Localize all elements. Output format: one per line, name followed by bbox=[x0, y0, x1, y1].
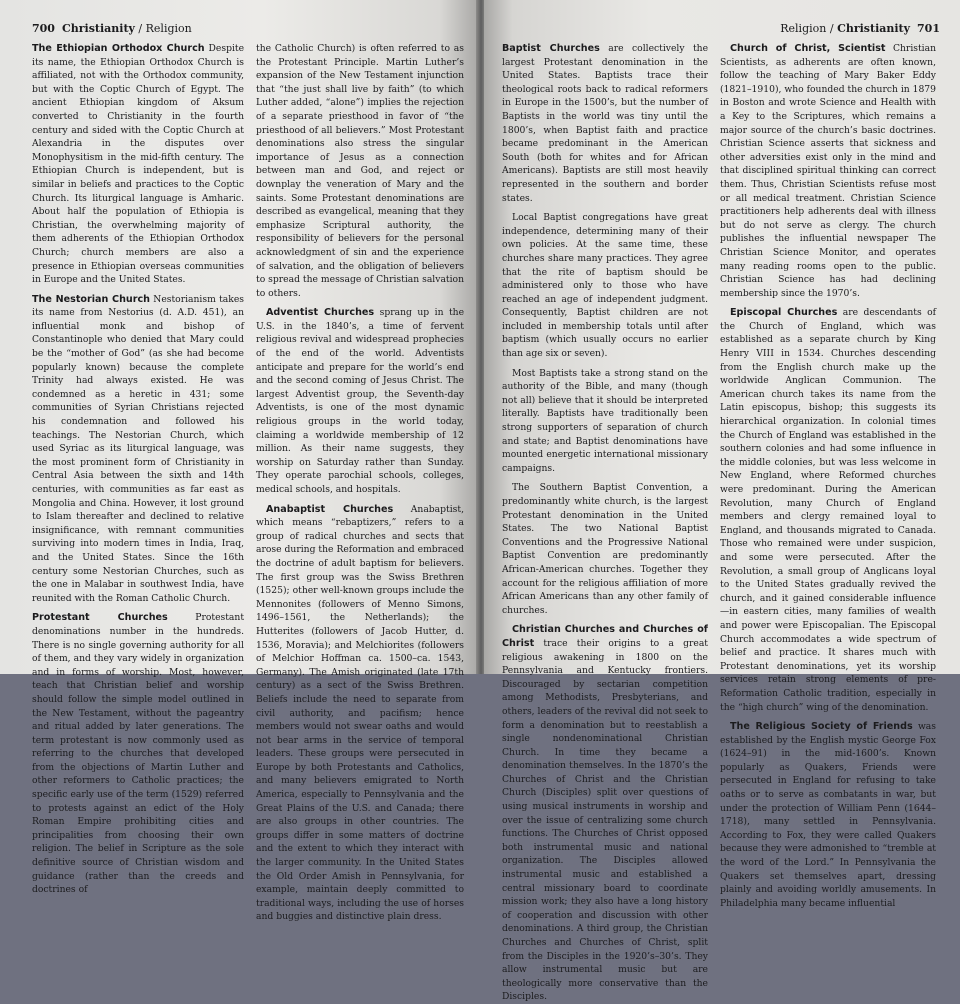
right-subsection: Religion bbox=[780, 22, 827, 35]
entry-text: Nestorianism takes its name from Nestorius (d. A.D. 451), an influential monk and bishop of Constantinople who denied that Mary could be the “mother of God” (as she had become popularly known) because the complete Trinity had always existed. He was condemned as a heretic in 431; some communities of Syrian Christians rejected his condemnation and followed his teachings. The Nestorian Church, which used Syriac as its liturgical language, was the most prominent form of Christianity in Central Asia between the sixth and 14th centuries, with communities as far east as Mongolia and China. However, it lost ground to Islam thereafter and declined to relative insignificance, with remnant communities surviving into modern times in India, Iraq, and the United States. Since the 16th century some Nestorian Churches, such as the one in Malabar in southwest India, have reunited with the Roman Catholic Church. bbox=[32, 293, 244, 604]
entry-paragraph bbox=[256, 503, 464, 924]
entry-paragraph bbox=[256, 42, 464, 300]
entry-text: are collectively the largest Protestant denomination in the United States. Baptists trace their theological roots back to radical reformers in Europe in the 1500’s, but the number of Baptists in the world was tiny until the 1800’s, when Baptist faith and practice became predominant in the American South (both for whites and for African Americans). Baptists are still most heavily represented in the southern and border states. bbox=[502, 43, 709, 204]
entry-text: the Catholic Church) is often referred to as the Protestant Principle. Martin Luther’s expansion of the New Testament injunction that “the just shall live by faith” (to which Luther added, “alone”) implies the rejection of a separate priesthood in favor of “the priesthood of all believers.” Most Protestant denominations also stress the singular importance of Jesus as a connection between man and God, and reject or downplay the veneration of Mary and the saints. Some Protestant denominations are described as evangelical, meaning that they emphasize Scriptural authority, the responsibility of believers for the personal acknowledgment of sin and the experience of salvation, and the obligation of believers to spread the message of Christian salvation to others. bbox=[256, 43, 464, 299]
entry-paragraph bbox=[720, 720, 936, 910]
left-running-head: 700 Christianity / Religion bbox=[32, 22, 192, 35]
left-section-title: Christianity bbox=[61, 22, 135, 35]
entry-paragraph bbox=[502, 481, 708, 617]
left-page bbox=[0, 0, 478, 923]
entry-heading: The Ethiopian Orthodox Church bbox=[32, 43, 205, 54]
entry-heading: Adventist Churches bbox=[266, 307, 375, 319]
entry-heading: Protestant Churches bbox=[32, 612, 168, 624]
entry-paragraph bbox=[256, 306, 464, 496]
entry-paragraph bbox=[502, 367, 708, 476]
entry-heading: Anabaptist Churches bbox=[266, 503, 394, 515]
entry-paragraph bbox=[32, 42, 244, 287]
entry-paragraph bbox=[502, 211, 708, 361]
right-section-title: Christianity bbox=[837, 22, 911, 35]
entry-heading: Episcopal Churches bbox=[730, 307, 838, 319]
entry-text: was established by the English mystic George Fox (1624–91) in the mid-1600’s. Known popularly as Quakers, Friends were persecuted in England for refusing to take oaths or to serve as combatants in war, but under the protection of William Penn (1644–1718), many settled in Pennsylvania. According to Fox, they were called Quakers because they were admonished to “tremble at the word of the Lord.” In Pennsylvania the Quakers set themselves apart, dressing plainly and avoiding worldly amusements. In Philadelphia many became influential bbox=[720, 721, 936, 909]
left-page-number: 700 bbox=[32, 22, 55, 35]
entry-text: Christian Scientists, as adherents are often known, follow the teaching of Mary Baker Eddy (1821–1910), who founded the church in 1879 in Boston and wrote Science and Health with a Key to the Scriptures, which remains a major source of the church’s basic doctrines. Christian Science asserts that sickness and other adversities exist only in the mind and that disciplined spiritual thinking can correct them. Thus, Christian Scientists refuse most or all medical treatment. Christian Science practitioners help adherents deal with illness but do not serve as clergy. The church publishes the influential newspaper The Christian Science Monitor, and operates many reading rooms open to the public. Christian Science has had declining membership since the 1970’s. bbox=[720, 43, 937, 299]
entry-text: Anabaptist, which means “rebaptizers,” refers to a group of radical churches and sects that arose during the Reformation and embraced the doctrine of adult baptism for believers. The first group was the Swiss Brethren (1525); other well-known groups include the Mennonites (followers of Menno Simons, 1496–1561, the Netherlands); the Hutterites (followers of Jacob Hutter, d. 1536, Moravia); and Melchiorites (followers of Melchior Hoffman ca. 1500–ca. 1543, Germany). The Amish originated (late 17th century) as a sect of the Swiss Brethren. Beliefs include the need to separate from civil authority, and pacifism; hence members would not swear oaths and would not bear arms in the service of temporal leaders. These groups were persecuted in Europe by both Protestants and Catholics, and many believers emigrated to North America, especially to Pennsylvania and the Great Plains of the U.S. and Canada; there are also groups in other countries. The groups differ in some matters of doctrine and the extent to which they interact with the larger community. In the United States the Old Order Amish in Pennsylvania, for example, maintain deeply committed to traditional ways, including the use of horses and buggies and distinctive plain dress. bbox=[256, 503, 464, 923]
entry-paragraph bbox=[502, 623, 708, 1004]
right-column-2 bbox=[720, 42, 937, 909]
left-column-2 bbox=[256, 42, 465, 923]
right-page bbox=[484, 0, 960, 1003]
entry-text: Local Baptist congregations have great independence, determining many of their own policies. At the same time, these churches share many practices. They agree that the rite of baptism should be administered only to those who have reached an age of independent judgment. Consequently, Baptist children are not included in membership totals until after baptism (which usually occurs no earlier than age six or seven). bbox=[502, 212, 708, 360]
right-column-1 bbox=[502, 42, 709, 1003]
entry-heading: The Religious Society of Friends bbox=[730, 721, 913, 733]
left-column-1 bbox=[32, 42, 245, 896]
right-running-head: Religion / Christianity 701 bbox=[780, 22, 940, 35]
entry-heading: Baptist Churches bbox=[502, 43, 600, 54]
entry-text: Most Baptists take a strong stand on the authority of the Bible, and many (though not all) believe that it should be interpreted literally. Baptists have traditionally been strong supporters of separation of church and state; and Baptist denominations have mounted energetic international missionary campaigns. bbox=[502, 367, 708, 474]
entry-paragraph bbox=[720, 42, 936, 300]
entry-heading: Church of Christ, Scientist bbox=[730, 43, 886, 54]
left-subsection: Religion bbox=[145, 22, 192, 35]
entry-text: sprang up in the U.S. in the 1840’s, a time of fervent religious revival and widespread prophecies of the end of the world. Adventists anticipate and prepare for the world’s end and the second coming of Jesus Christ. The largest Adventist group, the Seventh-day Adventists, is one of the most dynamic religious groups in the world today, claiming a worldwide membership of 12 million. As their name suggests, they worship on Saturday rather than Sunday. They operate parochial schools, colleges, medical schools, and hospitals. bbox=[256, 307, 465, 495]
entry-text: are descendants of the Church of England, which was established as a separate church by King Henry VIII in 1534. Churches descending from the English church make up the worldwide Anglican Communion. The American church takes its name from the Latin episcopus, bishop; this suggests its hierarchical organization. In colonial times the Church of England was established in the southern colonies and had some influence in the middle colonies, but was less welcome in New England, where Reformed churches were predominant. During the American Revolution, many Church of England members and clergy remained loyal to England, and thousands migrated to Canada. Those who remained were under suspicion, and some were persecuted. After the Revolution, a small group of Anglicans loyal to the United States gradually revived the church, and it gained considerable influence—in eastern cities, many families of wealth and power were Episcopalian. The Episcopal Church accommodates a wide spectrum of belief and practice. It shares much with Protestant denominations, yet its worship services retain strong elements of pre-Reformation Catholic tradition, especially in the “high church” wing of the denomination. bbox=[720, 307, 936, 713]
entry-text: The Southern Baptist Convention, a predominantly white church, is the largest Protestant denomination in the United States. The two National Baptist Conventions and the Progressive National Baptist Convention are predominantly African-American churches. Together they account for the religious affiliation of more African Americans than any other family of churches. bbox=[502, 482, 708, 616]
entry-heading: The Nestorian Church bbox=[32, 293, 150, 305]
entry-text: trace their origins to a great religious awakening in 1800 on the Pennsylvania and Kentucky frontiers. Discouraged by sectarian competition among Methodists, Presbyterians, and others, leaders of the revival did not seek to form a denomination but to reestablish a single nondenominational Christian Church. In time they became a denomination themselves. In the 1870’s the Churches of Christ and the Christian Church (Disciples) split over questions of using musical instruments in worship and over the issue of centralizing some church functions. The Churches of Christ opposed both instrumental music and national organization. The Disciples allowed instrumental music and established a central missionary board to coordinate mission work; they also have a long history of cooperation and discussion with other denominations. A third group, the Christian Churches and Churches of Christ, split from the Disciples in the 1920’s–30’s. They allow instrumental music but are theologically more conservative than the Disciples. bbox=[502, 637, 709, 1003]
entry-paragraph bbox=[32, 611, 244, 896]
right-page-number: 701 bbox=[917, 22, 940, 35]
entry-paragraph bbox=[502, 42, 708, 205]
entry-text: Protestant denominations number in the hundreds. There is no single governing authority for all of them, and they vary widely in organization and in forms of worship. Most, however, teach that Christian belief and worship should follow the simple model outlined in the New Testament, without the pageantry and ritual added by later generations. The term protestant is now commonly used as referring to the churches that developed from the objections of Martin Luther and other reformers to Catholic practices; the specific early use of the term (1529) referred to protests against an edict of the Holy Roman Empire prohibiting cities and principalities from choosing their own religion. The belief in Scripture as the sole definitive source of Christian wisdom and guidance (rather than the creeds and doctrines of bbox=[32, 612, 245, 896]
entry-paragraph bbox=[720, 306, 936, 714]
entry-text: Despite its name, the Ethiopian Orthodox Church is affiliated, not with the Orthodox community, but with the Coptic Church of Egypt. The ancient Ethiopian kingdom of Aksum converted to Christianity in the fourth century and sided with the Coptic Church at Alexandria in the disputes over Monophysitism in the mid-fifth century. The Ethiopian Church is independent, but is similar in beliefs and practices to the Coptic Church. Its liturgical language is Amharic. About half the population of Ethiopia is Christian, the overwhelming majority of them adherents of the Ethiopian Orthodox Church; church members are also a presence in Ethiopian overseas communities in Europe and the United States. bbox=[32, 43, 245, 286]
entry-paragraph bbox=[32, 293, 244, 606]
entry-heading: Christian Churches and Churches of Christ bbox=[502, 624, 708, 649]
